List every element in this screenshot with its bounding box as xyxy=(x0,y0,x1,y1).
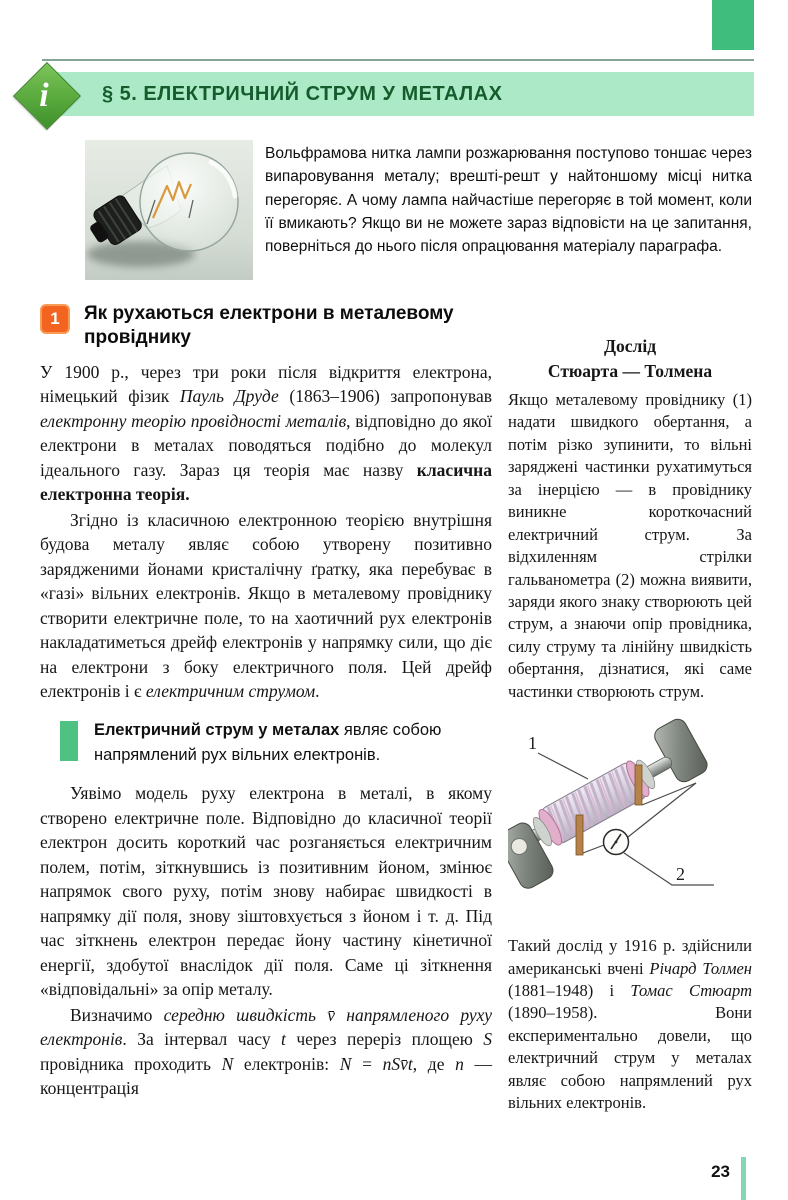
section-number-badge: 1 xyxy=(40,304,70,334)
definition-box xyxy=(60,718,492,769)
section-heading-row xyxy=(40,302,492,350)
definition-accent-bar xyxy=(60,721,78,761)
info-icon-letter: i xyxy=(39,77,49,114)
experiment-description: Якщо металевому провіднику (1) надати швидкого обертання, а потім різко зупинити, то вільні заряджені частинки рухатимуться за інерцією — в провіднику виникне короткочасний електричний струм. За відхиленням стрілки гальванометра (2) можна виявити, заряди якого знаку створюють цей струм, а знаючи опір провідника, силу струму та лінійну швидкість обертання, дізнатися, які саме частинки створюють струм. xyxy=(508,390,752,701)
paragraph-electron-model: Уявімо модель руху електрона в металі, в якому створено електричне поле. Відповідно до класичної теорії електрон досить короткий час розганяється електричним полем, потім, зіткнувшись із позитивним йоном, змінює напрямок свого руху, потім знову набирає швидкості в напрямку дії поля, знову зіштовхується з йоном і т. д. Під час зіткнень електрон передає йону частину кінетичної енергії, здобутої внаслідок дії поля. Саме ці зіткнення «відповідальні» за опір металу. xyxy=(40,783,492,999)
main-content xyxy=(40,298,752,1115)
paragraph-drude: У 1900 р., через три роки після відкриття електрона, німецький фізик Пауль Друде (1863–1906) запропонував електронну теорію провідності металів, відповідно до якої електрони в металах поводяться подібно до молекул ідеального газу. Зараз ця теорія має назву класична електронна теорія. xyxy=(40,361,493,505)
sidebar-column xyxy=(508,298,752,1115)
main-column xyxy=(40,298,492,1115)
contact-strip-left xyxy=(576,815,583,855)
section-header-bar xyxy=(42,72,754,116)
lamp-photo xyxy=(85,140,253,280)
section-heading: Як рухаються електрони в металевому провіднику xyxy=(84,303,454,348)
galvanometer-pivot xyxy=(615,841,618,844)
experiment-title-line2: Стюарта — Толмена xyxy=(547,360,713,381)
experiment-title-line1: Дослід xyxy=(603,336,657,356)
apparatus-illustration xyxy=(508,715,752,927)
contact-strip-right xyxy=(635,765,642,805)
figure-label-galvanometer: 2 xyxy=(676,864,685,885)
footer-accent-bar xyxy=(741,1157,746,1200)
experiment-title xyxy=(508,334,752,383)
intro-text: Вольфрамова нитка лампи розжарювання поступово тоншає через випаровування металу; врешті-решт у найтоншому місці нитка перегоряє. А чому лампа найчастіше перегоряє в той момент, коли її вмикають? Якщо ви не можете зараз відповісти на це запитання, поверніться до нього після опрацювання матеріалу параграфа. xyxy=(265,145,752,255)
paragraph-average-speed: Визначимо середню швидкість v̄ напрямленого руху електронів. За інтервал часу t через переріз площею S провідника проходить N електронів: N = nSv̄t, де n — концентрація xyxy=(40,1004,492,1098)
page-number: 23 xyxy=(711,1162,730,1181)
lamp-photo-illustration xyxy=(85,140,253,280)
experiment-caption: Такий дослід у 1916 р. здійснили американські вчені Річард Толмен (1881–1948) і Томас Стюарт (1890–1958). Вони експериментально довели, що електричний струм у металах являє собою напрямлений рух вільних електронів. xyxy=(508,936,753,1113)
paragraph-title: § 5. ЕЛЕКТРИЧНИЙ СТРУМ У МЕТАЛАХ xyxy=(102,82,503,105)
paragraph-lattice: Згідно із класичною електронною теорією внутрішня будова металу являє собою утворену позитивно зарядженими йонами кристалічну ґратку, яка перебуває в «газі» вільних електронів. Якщо в металевому провіднику створити електричне поле, то на хаотичний рух електронів накладатиметься дрейф електронів у напрямку сили, що діє на електрони з боку електричного поля. Цей дрейф електронів і є електричним струмом. xyxy=(40,509,492,702)
header-rule xyxy=(42,59,754,61)
page-corner-tab xyxy=(712,0,754,50)
figure-label-conductor: 1 xyxy=(528,733,537,754)
definition-text: Електричний струм у металах являє собою напрямлений рух вільних електронів. xyxy=(94,720,442,765)
experiment-apparatus-figure xyxy=(508,715,752,927)
right-mount xyxy=(651,716,710,785)
info-icon xyxy=(13,62,81,130)
intro-row xyxy=(85,140,752,280)
